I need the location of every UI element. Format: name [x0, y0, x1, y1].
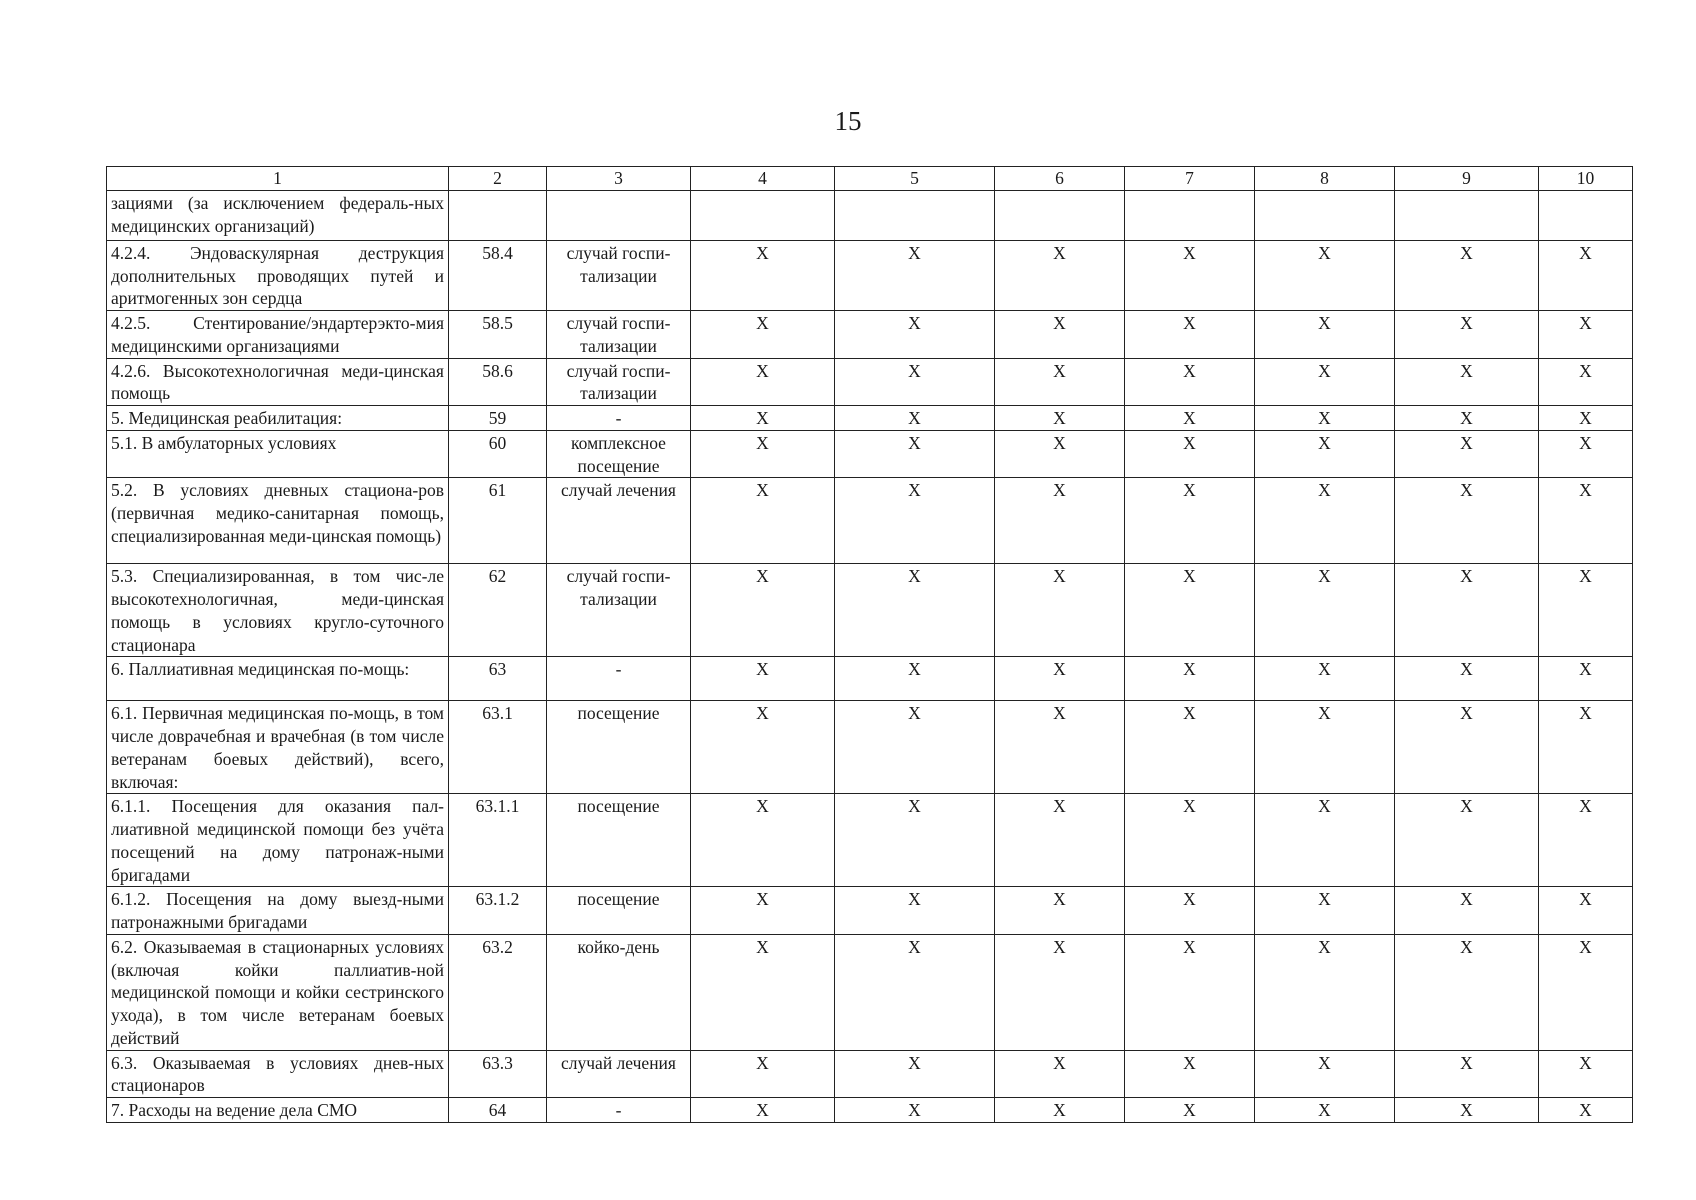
table-header-row: [107, 167, 1633, 191]
row-value-cell: X: [1539, 240, 1633, 310]
row-value-cell: [995, 190, 1125, 240]
row-value-cell: X: [835, 657, 995, 701]
row-value-cell: X: [835, 478, 995, 564]
row-unit-cell: случай лечения: [547, 1050, 691, 1098]
header-cell: 10: [1539, 167, 1633, 191]
row-value-cell: X: [1255, 887, 1395, 935]
header-cell: 2: [449, 167, 547, 191]
row-value-cell: X: [835, 934, 995, 1050]
row-value-cell: X: [1395, 406, 1539, 431]
table-row: [107, 311, 1633, 359]
row-name-cell: 6.3. Оказываемая в условиях днев-ных стационаров: [107, 1050, 449, 1098]
row-value-cell: X: [1255, 240, 1395, 310]
row-value-cell: X: [835, 406, 995, 431]
row-value-cell: X: [1255, 934, 1395, 1050]
row-value-cell: X: [1539, 934, 1633, 1050]
row-value-cell: X: [691, 794, 835, 887]
row-value-cell: X: [835, 430, 995, 478]
row-number-cell: 62: [449, 564, 547, 657]
row-value-cell: X: [995, 794, 1125, 887]
table-row: [107, 564, 1633, 657]
table-row: [107, 1050, 1633, 1098]
table-row: [107, 240, 1633, 310]
row-value-cell: [1125, 190, 1255, 240]
row-value-cell: X: [1125, 430, 1255, 478]
row-value-cell: X: [995, 478, 1125, 564]
row-value-cell: X: [995, 657, 1125, 701]
row-name-cell: 6.1. Первичная медицинская по-мощь, в том числе доврачебная и врачебная (в том числе ветеранам боевых действий), всего, включая:: [107, 701, 449, 794]
row-value-cell: X: [1539, 701, 1633, 794]
row-name-cell: 6.2. Оказываемая в стационарных условиях (включая койки паллиатив-ной медицинской помощи и койки сестринского ухода), в том числе ветеранам боевых действий: [107, 934, 449, 1050]
row-value-cell: X: [1395, 887, 1539, 935]
row-value-cell: X: [1125, 1098, 1255, 1123]
row-value-cell: X: [1125, 406, 1255, 431]
row-value-cell: X: [1125, 240, 1255, 310]
row-name-cell: 4.2.4. Эндоваскулярная деструкция дополнительных проводящих путей и аритмогенных зон сердца: [107, 240, 449, 310]
row-number-cell: 63: [449, 657, 547, 701]
row-value-cell: X: [1125, 1050, 1255, 1098]
row-number-cell: 58.6: [449, 358, 547, 406]
row-value-cell: [835, 190, 995, 240]
row-name-cell: 7. Расходы на ведение дела СМО: [107, 1098, 449, 1123]
table-row: [107, 406, 1633, 431]
row-value-cell: X: [1125, 934, 1255, 1050]
row-value-cell: X: [691, 934, 835, 1050]
row-unit-cell: случай госпи-тализации: [547, 240, 691, 310]
row-unit-cell: койко-день: [547, 934, 691, 1050]
row-value-cell: X: [1395, 657, 1539, 701]
row-unit-cell: посещение: [547, 794, 691, 887]
row-value-cell: X: [1125, 358, 1255, 406]
row-value-cell: X: [691, 701, 835, 794]
row-value-cell: X: [1255, 1050, 1395, 1098]
row-number-cell: 63.2: [449, 934, 547, 1050]
header-cell: 4: [691, 167, 835, 191]
row-name-cell: 4.2.5. Стентирование/эндартерэкто-мия медицинскими организациями: [107, 311, 449, 359]
row-number-cell: 61: [449, 478, 547, 564]
row-unit-cell: -: [547, 1098, 691, 1123]
table-row: [107, 430, 1633, 478]
row-number-cell: 58.5: [449, 311, 547, 359]
row-number-cell: 63.1.1: [449, 794, 547, 887]
row-value-cell: X: [691, 887, 835, 935]
row-unit-cell: случай лечения: [547, 478, 691, 564]
row-name-cell: 6.1.1. Посещения для оказания пал-лиативной медицинской помощи без учёта посещений на дому патронаж-ными бригадами: [107, 794, 449, 887]
row-value-cell: X: [1539, 794, 1633, 887]
row-value-cell: X: [1125, 794, 1255, 887]
table-row: [107, 701, 1633, 794]
row-unit-cell: случай госпи-тализации: [547, 311, 691, 359]
header-cell: 1: [107, 167, 449, 191]
row-value-cell: X: [835, 701, 995, 794]
row-value-cell: X: [1255, 311, 1395, 359]
row-value-cell: X: [995, 701, 1125, 794]
row-value-cell: X: [1255, 701, 1395, 794]
row-value-cell: [691, 190, 835, 240]
row-value-cell: X: [1395, 1050, 1539, 1098]
row-value-cell: X: [1539, 1098, 1633, 1123]
row-value-cell: X: [835, 564, 995, 657]
data-table: [106, 166, 1633, 1123]
row-value-cell: X: [1255, 406, 1395, 431]
row-value-cell: X: [691, 564, 835, 657]
row-value-cell: X: [995, 430, 1125, 478]
table-row: [107, 794, 1633, 887]
row-unit-cell: посещение: [547, 701, 691, 794]
header-cell: 5: [835, 167, 995, 191]
row-value-cell: X: [995, 887, 1125, 935]
row-value-cell: X: [1395, 478, 1539, 564]
table-row: [107, 358, 1633, 406]
row-unit-cell: комплексное посещение: [547, 430, 691, 478]
row-unit-cell: посещение: [547, 887, 691, 935]
row-name-cell: зациями (за исключением федераль-ных медицинских организаций): [107, 190, 449, 240]
row-value-cell: X: [1255, 478, 1395, 564]
row-unit-cell: -: [547, 657, 691, 701]
row-value-cell: X: [691, 240, 835, 310]
row-value-cell: [1539, 190, 1633, 240]
row-value-cell: X: [835, 240, 995, 310]
row-value-cell: X: [691, 430, 835, 478]
table-row: [107, 478, 1633, 564]
row-value-cell: [1395, 190, 1539, 240]
row-value-cell: X: [835, 1050, 995, 1098]
table-row: [107, 887, 1633, 935]
row-value-cell: X: [691, 311, 835, 359]
row-value-cell: X: [1395, 701, 1539, 794]
row-value-cell: X: [1255, 358, 1395, 406]
row-name-cell: 4.2.6. Высокотехнологичная меди-цинская помощь: [107, 358, 449, 406]
table-row: [107, 657, 1633, 701]
row-value-cell: [1255, 190, 1395, 240]
row-number-cell: [449, 190, 547, 240]
row-value-cell: X: [1539, 406, 1633, 431]
row-name-cell: 5.1. В амбулаторных условиях: [107, 430, 449, 478]
row-value-cell: X: [995, 240, 1125, 310]
row-value-cell: X: [691, 1050, 835, 1098]
table-row: [107, 190, 1633, 240]
row-value-cell: X: [1255, 1098, 1395, 1123]
row-value-cell: X: [1255, 794, 1395, 887]
table-body: [107, 190, 1633, 1122]
row-value-cell: X: [1395, 564, 1539, 657]
row-value-cell: X: [995, 311, 1125, 359]
row-number-cell: 59: [449, 406, 547, 431]
table-row: [107, 1098, 1633, 1123]
row-value-cell: X: [1125, 564, 1255, 657]
row-value-cell: X: [691, 657, 835, 701]
row-value-cell: X: [835, 887, 995, 935]
row-number-cell: 64: [449, 1098, 547, 1123]
row-value-cell: X: [691, 478, 835, 564]
row-value-cell: X: [1539, 657, 1633, 701]
header-cell: 9: [1395, 167, 1539, 191]
row-value-cell: X: [995, 358, 1125, 406]
row-number-cell: 63.3: [449, 1050, 547, 1098]
row-unit-cell: случай госпи-тализации: [547, 358, 691, 406]
row-unit-cell: [547, 190, 691, 240]
row-unit-cell: -: [547, 406, 691, 431]
row-value-cell: X: [1539, 478, 1633, 564]
row-value-cell: X: [1255, 430, 1395, 478]
row-name-cell: 5.3. Специализированная, в том чис-ле высокотехнологичная, меди-цинская помощь в условиях кругло-суточного стационара: [107, 564, 449, 657]
header-cell: 7: [1125, 167, 1255, 191]
row-name-cell: 5. Медицинская реабилитация:: [107, 406, 449, 431]
row-name-cell: 5.2. В условиях дневных стациона-ров (первичная медико-санитарная помощь, специализированная меди-цинская помощь): [107, 478, 449, 564]
row-value-cell: X: [1395, 934, 1539, 1050]
row-value-cell: X: [1539, 358, 1633, 406]
row-number-cell: 63.1: [449, 701, 547, 794]
row-value-cell: X: [1255, 657, 1395, 701]
row-name-cell: 6. Паллиативная медицинская по-мощь:: [107, 657, 449, 701]
row-value-cell: X: [1125, 311, 1255, 359]
header-cell: 6: [995, 167, 1125, 191]
row-value-cell: X: [1395, 358, 1539, 406]
header-cell: 8: [1255, 167, 1395, 191]
row-value-cell: X: [835, 311, 995, 359]
row-number-cell: 60: [449, 430, 547, 478]
row-value-cell: X: [1539, 887, 1633, 935]
row-value-cell: X: [1395, 240, 1539, 310]
row-value-cell: X: [995, 934, 1125, 1050]
row-name-cell: 6.1.2. Посещения на дому выезд-ными патронажными бригадами: [107, 887, 449, 935]
header-cell: 3: [547, 167, 691, 191]
row-value-cell: X: [1395, 311, 1539, 359]
row-value-cell: X: [995, 1050, 1125, 1098]
row-value-cell: X: [1125, 887, 1255, 935]
row-value-cell: X: [1125, 478, 1255, 564]
row-value-cell: X: [1539, 564, 1633, 657]
row-number-cell: 58.4: [449, 240, 547, 310]
row-value-cell: X: [835, 794, 995, 887]
row-unit-cell: случай госпи-тализации: [547, 564, 691, 657]
page-number: 15: [834, 106, 862, 136]
row-value-cell: X: [995, 406, 1125, 431]
row-value-cell: X: [1539, 430, 1633, 478]
row-value-cell: X: [995, 1098, 1125, 1123]
row-value-cell: X: [1125, 701, 1255, 794]
row-value-cell: X: [1539, 1050, 1633, 1098]
row-value-cell: X: [835, 358, 995, 406]
row-value-cell: X: [1395, 1098, 1539, 1123]
row-value-cell: X: [1395, 794, 1539, 887]
row-value-cell: X: [835, 1098, 995, 1123]
row-value-cell: X: [1395, 430, 1539, 478]
row-value-cell: X: [1539, 311, 1633, 359]
row-value-cell: X: [691, 358, 835, 406]
row-value-cell: X: [995, 564, 1125, 657]
row-value-cell: X: [691, 406, 835, 431]
row-value-cell: X: [691, 1098, 835, 1123]
row-number-cell: 63.1.2: [449, 887, 547, 935]
row-value-cell: X: [1125, 657, 1255, 701]
table-row: [107, 934, 1633, 1050]
row-value-cell: X: [1255, 564, 1395, 657]
